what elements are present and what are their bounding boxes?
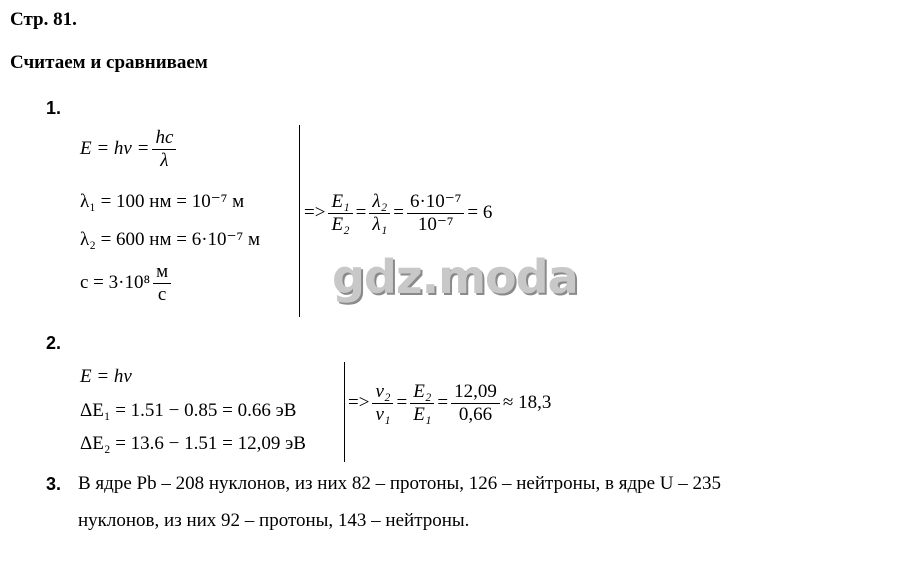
fraction-denominator: 0,66 bbox=[458, 403, 493, 425]
fraction-unit-m-s bbox=[153, 262, 171, 305]
fraction-numerator: 12,09 bbox=[451, 382, 500, 404]
fraction-numerator: E₁ bbox=[328, 192, 352, 214]
fraction-denominator: E₂ bbox=[331, 213, 350, 235]
lambda1-line: λ₁ = 100 нм = 10⁻⁷ м bbox=[80, 191, 245, 212]
task-1-ratio-expression: => $\frac{\text{E₁}}{\text{E₂}}$ = $\frac{\text{λ₂}}{\text{λ₁}}$ = $\frac{\text{6·10⁻⁷}}{\text{10⁻⁷}}$ = 6 bbox=[304, 191, 493, 235]
speed-of-light-line bbox=[80, 262, 174, 305]
task-2-ratio-expression: => $\frac{\text{ν₂}}{\text{ν₁}}$ = $\frac{\text{E₂}}{\text{E₁}}$ = $\frac{12,09}{0,66}$ ≈ 18,3 bbox=[348, 381, 552, 425]
task-3-number: 3. bbox=[46, 474, 62, 494]
fraction-numerator: λ₂ bbox=[369, 192, 390, 214]
fraction-nu2-nu1 bbox=[372, 382, 393, 425]
fraction-numerator: 6·10⁻⁷ bbox=[407, 192, 464, 214]
unit-numerator: м bbox=[153, 262, 171, 284]
fraction-numerator: ν₂ bbox=[372, 382, 393, 404]
fraction-denominator: ν₁ bbox=[375, 403, 391, 425]
fraction-numerator: E₂ bbox=[410, 382, 434, 404]
implies-arrow: => bbox=[304, 202, 326, 224]
fraction-numerator: hc bbox=[152, 128, 176, 150]
energy-formula-text: E = hν = bbox=[80, 138, 150, 160]
delta-e1-line: ΔE₁ = 1.51 − 0.85 = 0.66 эВ bbox=[80, 400, 297, 421]
task-2-formula-energy: E = hν bbox=[80, 366, 132, 387]
task-1-formula-energy bbox=[80, 128, 179, 171]
lambda2-line: λ₂ = 600 нм = 6·10⁻⁷ м bbox=[80, 229, 260, 250]
task-3-text-line-1: В ядре Pb – 208 нуклонов, из них 82 – протоны, 126 – нейтроны, в ядре U – 235 bbox=[78, 473, 722, 494]
section-title: Считаем и сравниваем bbox=[10, 52, 208, 73]
task-3-text-line-2: нуклонов, из них 92 – протоны, 143 – нейтроны. bbox=[78, 510, 470, 531]
task-1-divider-line bbox=[299, 125, 300, 317]
fraction-e2-e1 bbox=[410, 382, 434, 425]
fraction-denominator: λ₁ bbox=[372, 213, 388, 235]
fraction-denominator: 10⁻⁷ bbox=[417, 213, 454, 235]
fraction-denominator: E₁ bbox=[413, 403, 432, 425]
fraction-numeric-ratio bbox=[451, 382, 500, 425]
fraction-lambda2-lambda1 bbox=[369, 192, 390, 235]
fraction-hc-lambda bbox=[152, 128, 176, 171]
unit-denominator: с bbox=[157, 283, 167, 305]
fraction-numeric-ratio bbox=[407, 192, 464, 235]
task-2-result: ≈ 18,3 bbox=[502, 392, 552, 414]
page-header: Стр. 81. bbox=[10, 9, 77, 30]
task-2-divider-line bbox=[344, 362, 345, 462]
fraction-denominator: λ bbox=[160, 149, 169, 171]
task-1-number: 1. bbox=[46, 98, 62, 118]
task-2-number: 2. bbox=[46, 333, 62, 353]
speed-of-light-value: c = 3·10⁸ bbox=[80, 272, 151, 294]
watermark-logo: gdz.moda bbox=[332, 250, 578, 304]
task-1-result: = 6 bbox=[467, 202, 493, 224]
delta-e2-line: ΔE₂ = 13.6 − 1.51 = 12,09 эВ bbox=[80, 433, 306, 454]
fraction-e1-e2 bbox=[328, 192, 352, 235]
implies-arrow: => bbox=[348, 392, 370, 414]
